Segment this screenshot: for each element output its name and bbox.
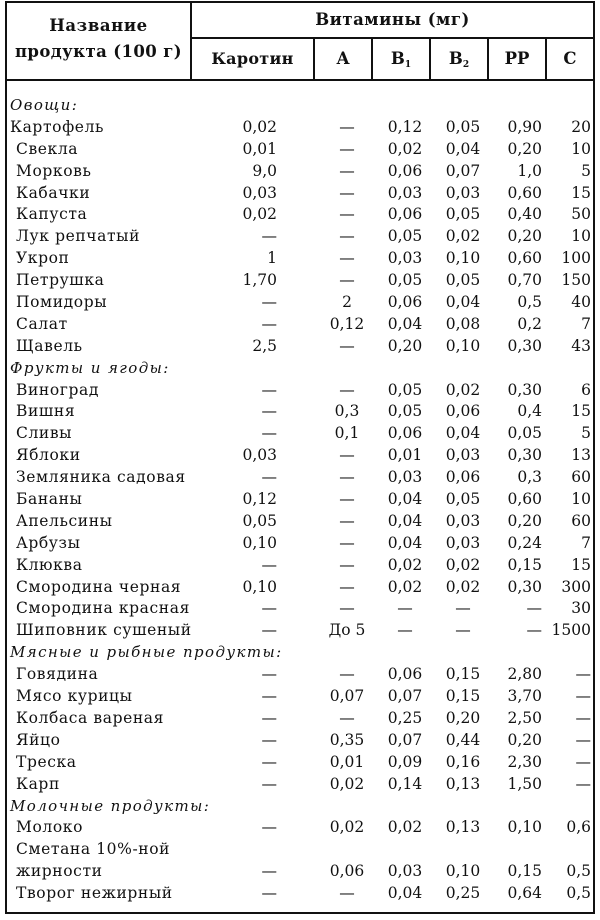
value-cell: 0,06 [445, 402, 481, 421]
value-cell: 5 [581, 424, 591, 443]
value-cell: 13 [571, 446, 591, 465]
value-cell: 0,03 [387, 468, 423, 487]
product-name: Петрушка [16, 271, 105, 290]
product-name: Карп [16, 774, 60, 793]
value-cell: 6 [581, 380, 591, 399]
value-cell: 2,5 [252, 336, 277, 355]
value-cell: 0,07 [387, 730, 423, 749]
value-cell: 0,04 [445, 139, 481, 158]
value-cell: 0,07 [387, 687, 423, 706]
product-name: Арбузы [16, 533, 81, 552]
table-row [7, 423, 593, 445]
value-cell: 0,20 [445, 708, 481, 727]
value-cell: 300 [561, 577, 591, 596]
table-row [7, 686, 593, 708]
value-cell: 2,50 [507, 708, 542, 727]
value-cell: 0,44 [445, 730, 481, 749]
value-cell: — [339, 665, 355, 684]
value-cell: — [339, 884, 355, 903]
value-cell: 0,02 [445, 577, 481, 596]
value-cell: — [261, 862, 277, 881]
value-cell: 0,5 [566, 862, 591, 881]
value-cell: 0,12 [387, 117, 423, 136]
header-col-pp: PP [504, 49, 530, 68]
product-name: Салат [16, 314, 68, 333]
value-cell: 1500 [551, 621, 591, 640]
value-cell: 0,02 [242, 205, 277, 224]
value-cell: 60 [571, 511, 591, 530]
product-name: Виноград [16, 380, 100, 399]
table-row [7, 226, 593, 248]
table-row [7, 598, 593, 620]
value-cell: 1,50 [507, 774, 542, 793]
value-cell: — [339, 336, 355, 355]
table-row [7, 774, 593, 796]
table-row [7, 336, 593, 358]
value-cell: 0,04 [387, 884, 423, 903]
value-cell: 0,12 [329, 314, 365, 333]
value-cell: — [339, 599, 355, 618]
value-cell: 0,06 [387, 161, 423, 180]
table-row [7, 204, 593, 226]
value-cell: 0,6 [566, 818, 591, 837]
value-cell: 0,13 [445, 774, 481, 793]
value-cell: — [397, 621, 413, 640]
value-cell: 0,05 [242, 511, 277, 530]
value-cell: — [339, 249, 355, 268]
table-row [7, 555, 593, 577]
table-row [7, 248, 593, 270]
table-row [7, 533, 593, 555]
value-cell: — [455, 621, 471, 640]
product-name: Капуста [16, 205, 88, 224]
value-cell: 1 [267, 249, 277, 268]
value-cell: 0,5 [566, 884, 591, 903]
value-cell: 0,04 [445, 293, 481, 312]
section-row [7, 796, 593, 818]
value-cell: 0,5 [517, 293, 542, 312]
value-cell: — [339, 205, 355, 224]
value-cell: 0,20 [387, 336, 423, 355]
value-cell: — [526, 599, 542, 618]
header-product-line1: Название [49, 16, 148, 35]
product-name: Помидоры [16, 293, 108, 312]
table-row [7, 161, 593, 183]
value-cell: 0,20 [507, 730, 542, 749]
product-name: Шиповник сушеный [16, 621, 192, 640]
value-cell: 0,01 [329, 752, 365, 771]
value-cell: 0,10 [242, 533, 277, 552]
table-row [7, 730, 593, 752]
value-cell: 0,08 [445, 314, 481, 333]
value-cell: 0,05 [387, 380, 423, 399]
product-name: Клюква [16, 555, 83, 574]
product-name: Апельсины [16, 511, 113, 530]
value-cell: 0,04 [387, 511, 423, 530]
value-cell: 0,15 [507, 555, 542, 574]
value-cell: 0,02 [329, 774, 365, 793]
value-cell: 0,02 [387, 555, 423, 574]
product-name: Вишня [16, 402, 76, 421]
header-col-a: A [336, 49, 350, 68]
table-row [7, 292, 593, 314]
product-name: Сливы [16, 424, 73, 443]
value-cell: 0,05 [507, 424, 542, 443]
value-cell: 0,03 [445, 446, 481, 465]
value-cell: 40 [571, 293, 591, 312]
value-cell: 5 [581, 161, 591, 180]
value-cell: — [455, 599, 471, 618]
table-row [7, 117, 593, 139]
section-row [7, 642, 593, 664]
value-cell: — [575, 665, 591, 684]
header-bottom-rule [7, 79, 593, 81]
value-cell: — [575, 730, 591, 749]
table-row [7, 664, 593, 686]
value-cell: 0,02 [445, 555, 481, 574]
value-cell: — [261, 424, 277, 443]
value-cell: 0,02 [445, 227, 481, 246]
value-cell: 0,02 [242, 117, 277, 136]
section-row [7, 358, 593, 380]
value-cell: — [261, 752, 277, 771]
section-label: Фрукты и ягоды: [10, 358, 170, 377]
value-cell: 0,03 [445, 183, 481, 202]
value-cell: 60 [571, 468, 591, 487]
value-cell: 0,60 [507, 249, 542, 268]
value-cell: 0,01 [242, 139, 277, 158]
header-vitamins: Витамины (мг) [315, 10, 470, 29]
value-cell: 7 [581, 533, 591, 552]
value-cell: 0,16 [445, 752, 481, 771]
product-name: Свекла [16, 139, 79, 158]
value-cell: 9,0 [252, 161, 277, 180]
product-name: жирности [16, 862, 103, 881]
value-cell: 0,09 [387, 752, 423, 771]
value-cell: 7 [581, 314, 591, 333]
value-cell: — [261, 380, 277, 399]
table-row [7, 752, 593, 774]
value-cell: 0,03 [445, 511, 481, 530]
table-row [7, 401, 593, 423]
value-cell: 150 [561, 271, 591, 290]
value-cell: 0,03 [445, 533, 481, 552]
value-cell: 0,05 [387, 271, 423, 290]
value-cell: — [261, 293, 277, 312]
table-row [7, 489, 593, 511]
value-cell: 0,14 [387, 774, 423, 793]
value-cell: — [261, 708, 277, 727]
table-row [7, 861, 593, 883]
header-divider-vitamins [192, 37, 593, 39]
value-cell: 10 [571, 490, 591, 509]
table-row [7, 445, 593, 467]
value-cell: 0,02 [329, 818, 365, 837]
product-name: Колбаса вареная [16, 708, 165, 727]
value-cell: 15 [571, 183, 591, 202]
product-name: Картофель [10, 117, 105, 136]
value-cell: — [575, 774, 591, 793]
value-cell: — [575, 752, 591, 771]
product-name: Смородина красная [16, 599, 190, 618]
value-cell: 0,4 [517, 402, 542, 421]
product-name: Молоко [16, 818, 84, 837]
value-cell: 0,10 [445, 249, 481, 268]
value-cell: 50 [571, 205, 591, 224]
value-cell: — [261, 818, 277, 837]
product-name: Яблоки [16, 446, 81, 465]
value-cell: 0,90 [507, 117, 542, 136]
table-row [7, 839, 593, 861]
value-cell: 43 [571, 336, 591, 355]
value-cell: 0,10 [507, 818, 542, 837]
value-cell: 0,05 [387, 227, 423, 246]
value-cell: 0,02 [445, 380, 481, 399]
product-name: Морковь [16, 161, 92, 180]
value-cell: 0,02 [387, 818, 423, 837]
value-cell: 10 [571, 139, 591, 158]
section-label: Молочные продукты: [10, 796, 211, 815]
value-cell: 0,15 [445, 665, 481, 684]
value-cell: 0,25 [445, 884, 481, 903]
value-cell: 0,06 [329, 862, 365, 881]
value-cell: 0,15 [445, 687, 481, 706]
product-name: Творог нежирный [16, 884, 173, 903]
value-cell: 0,15 [507, 862, 542, 881]
value-cell: — [339, 380, 355, 399]
section-label: Овощи: [10, 96, 79, 114]
value-cell: — [261, 599, 277, 618]
value-cell: 0,60 [507, 490, 542, 509]
value-cell: 0,04 [387, 490, 423, 509]
product-name: Кабачки [16, 183, 91, 202]
value-cell: — [339, 227, 355, 246]
value-cell: 0,20 [507, 227, 542, 246]
value-cell: 0,03 [387, 862, 423, 881]
value-cell: — [339, 490, 355, 509]
header-product-line2: продукта (100 г) [14, 42, 183, 61]
value-cell: 0,06 [387, 424, 423, 443]
value-cell: 0,35 [329, 730, 365, 749]
value-cell: 0,02 [387, 139, 423, 158]
value-cell: 0,10 [445, 336, 481, 355]
value-cell: — [261, 402, 277, 421]
value-cell: — [339, 161, 355, 180]
value-cell: До 5 [328, 621, 366, 640]
table-row [7, 314, 593, 336]
product-name: Говядина [16, 665, 99, 684]
value-cell: 0,03 [242, 446, 277, 465]
value-cell: 0,05 [445, 490, 481, 509]
value-cell: 0,64 [507, 884, 542, 903]
value-cell: 0,05 [387, 402, 423, 421]
value-cell: 10 [571, 227, 591, 246]
value-cell: — [339, 468, 355, 487]
value-cell: — [261, 730, 277, 749]
product-name: Лук репчатый [16, 227, 141, 246]
table-row [7, 883, 593, 905]
value-cell: 2 [342, 293, 352, 312]
value-cell: 0,30 [507, 446, 542, 465]
value-cell: 0,05 [445, 271, 481, 290]
value-cell: 20 [571, 117, 591, 136]
value-cell: — [575, 708, 591, 727]
value-cell: 0,25 [387, 708, 423, 727]
value-cell: 2,30 [507, 752, 542, 771]
value-cell: — [526, 621, 542, 640]
value-cell: — [339, 139, 355, 158]
value-cell: — [339, 511, 355, 530]
value-cell: 0,12 [242, 490, 277, 509]
value-cell: 100 [561, 249, 591, 268]
table-row [7, 270, 593, 292]
value-cell: — [339, 446, 355, 465]
value-cell: — [261, 621, 277, 640]
value-cell: 0,04 [445, 424, 481, 443]
product-name: Земляника садовая [16, 468, 186, 487]
value-cell: 0,02 [387, 577, 423, 596]
value-cell: 0,06 [387, 205, 423, 224]
vitamin-table [5, 1, 595, 914]
section-row [7, 95, 593, 117]
table-body [7, 95, 593, 905]
value-cell: 0,04 [387, 533, 423, 552]
value-cell: 1,70 [242, 271, 277, 290]
value-cell: — [339, 555, 355, 574]
value-cell: — [261, 665, 277, 684]
value-cell: 0,05 [445, 117, 481, 136]
value-cell: 30 [571, 599, 591, 618]
section-label: Мясные и рыбные продукты: [10, 643, 283, 662]
value-cell: 0,04 [387, 314, 423, 333]
value-cell: 0,10 [242, 577, 277, 596]
value-cell: 0,07 [445, 161, 481, 180]
value-cell: — [261, 555, 277, 574]
value-cell: — [339, 183, 355, 202]
value-cell: — [261, 468, 277, 487]
value-cell: — [261, 884, 277, 903]
table-row [7, 467, 593, 489]
value-cell: 0,20 [507, 511, 542, 530]
product-name: Мясо курицы [16, 687, 133, 706]
value-cell: — [261, 774, 277, 793]
value-cell: 0,05 [445, 205, 481, 224]
value-cell: — [339, 708, 355, 727]
value-cell: — [261, 687, 277, 706]
value-cell: 0,3 [334, 402, 360, 421]
value-cell: 15 [571, 402, 591, 421]
value-cell: 0,70 [507, 271, 542, 290]
table-row [7, 380, 593, 402]
product-name: Треска [16, 752, 77, 771]
table-row [7, 620, 593, 642]
value-cell: 0,30 [507, 336, 542, 355]
value-cell: 0,03 [387, 249, 423, 268]
value-cell: 15 [571, 555, 591, 574]
table-row [7, 817, 593, 839]
header-col-b1: $B_1$ [390, 49, 412, 70]
value-cell: 0,40 [507, 205, 542, 224]
value-cell: 0,06 [387, 665, 423, 684]
header-col-c: C [563, 49, 577, 68]
value-cell: — [575, 687, 591, 706]
value-cell: 0,03 [387, 183, 423, 202]
value-cell: 0,30 [507, 577, 542, 596]
table-row [7, 139, 593, 161]
table-row [7, 511, 593, 533]
header-col-carotene: Каротин [211, 49, 294, 68]
product-name: Сметана 10%-ной [16, 840, 171, 859]
value-cell: — [339, 117, 355, 136]
value-cell: 0,07 [329, 687, 365, 706]
value-cell: — [339, 577, 355, 596]
product-name: Яйцо [16, 730, 61, 749]
value-cell: — [339, 271, 355, 290]
value-cell: — [339, 533, 355, 552]
value-cell: 0,01 [387, 446, 423, 465]
value-cell: 0,24 [507, 533, 542, 552]
table-row [7, 708, 593, 730]
value-cell: 0,30 [507, 380, 542, 399]
header-col-b2: $B_2$ [448, 49, 470, 70]
value-cell: 0,20 [507, 139, 542, 158]
product-name: Укроп [16, 249, 70, 268]
value-cell: 0,10 [445, 862, 481, 881]
value-cell: — [261, 314, 277, 333]
value-cell: 0,03 [242, 183, 277, 202]
table-row [7, 183, 593, 205]
product-name: Смородина черная [16, 577, 182, 596]
value-cell: 0,60 [507, 183, 542, 202]
value-cell: 0,3 [517, 468, 542, 487]
value-cell: — [261, 227, 277, 246]
value-cell: 0,13 [445, 818, 481, 837]
value-cell: 0,2 [517, 314, 542, 333]
value-cell: 2,80 [507, 665, 542, 684]
value-cell: — [397, 599, 413, 618]
value-cell: 3,70 [507, 687, 542, 706]
value-cell: 1,0 [517, 161, 542, 180]
value-cell: 0,1 [334, 424, 360, 443]
product-name: Бананы [16, 490, 83, 509]
table-row [7, 577, 593, 599]
product-name: Щавель [16, 336, 83, 355]
value-cell: 0,06 [387, 293, 423, 312]
value-cell: 0,06 [445, 468, 481, 487]
